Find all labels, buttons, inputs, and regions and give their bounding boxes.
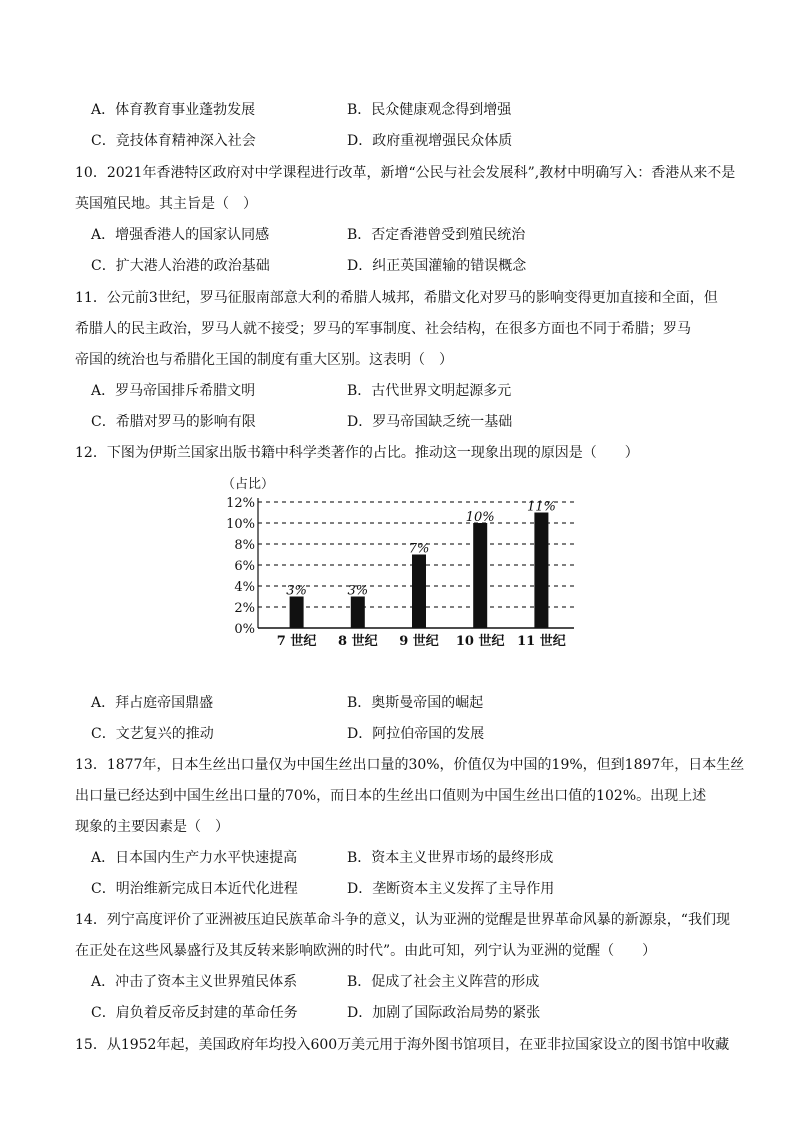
chart-data-label: 10% xyxy=(465,510,495,525)
chart-x-tick-label: 7 世纪 xyxy=(276,634,317,649)
q14-option-b[interactable]: B．促成了社会主义阵营的形成 xyxy=(347,974,540,990)
chart-y-tick-label: 2% xyxy=(234,601,255,616)
q13-stem-line1: 13．1877年，日本生丝出口量仅为中国生丝出口量的30%，价值仅为中国的19%，但到1897年，日本生丝 xyxy=(75,757,745,773)
q11-option-c[interactable]: C．希腊对罗马的影响有限 xyxy=(91,414,256,430)
chart-data-label: 11% xyxy=(526,499,556,515)
chart-y-tick-label: 8% xyxy=(234,538,255,553)
chart-bar xyxy=(412,555,426,629)
q9-option-a[interactable]: A．体育教育事业蓬勃发展 xyxy=(91,102,256,118)
q10-option-b[interactable]: B．否定香港曾受到殖民统治 xyxy=(347,227,526,243)
chart-data-label: 3% xyxy=(286,583,307,599)
q13-option-c[interactable]: C．明治维新完成日本近代化进程 xyxy=(91,881,298,897)
q12-option-c[interactable]: C．文艺复兴的推动 xyxy=(91,726,214,742)
q14-stem-line1: 14．列宁高度评价了亚洲被压迫民族革命斗争的意义，认为亚洲的觉醒是世界革命风暴的新源泉，“我们现 xyxy=(75,912,730,928)
chart-x-tick-label: 11 世纪 xyxy=(517,634,566,649)
q15-stem-line1: 15．从1952年起，美国政府年均投入600万美元用于海外图书馆项目，在亚非拉国家设立的图书馆中收藏 xyxy=(75,1037,730,1053)
q11-stem-line2: 希腊人的民主政治，罗马人就不接受；罗马的军事制度、社会结构，在很多方面也不同于希腊；罗马 xyxy=(75,321,691,337)
chart-y-tick-label: 6% xyxy=(234,559,255,574)
q11-option-b[interactable]: B．古代世界文明起源多元 xyxy=(347,383,512,399)
q12-option-a[interactable]: A．拜占庭帝国鼎盛 xyxy=(91,695,214,711)
chart-data-label: 3% xyxy=(347,583,369,599)
q12-option-d[interactable]: D．阿拉伯帝国的发展 xyxy=(347,726,485,742)
science-books-bar-chart xyxy=(214,472,584,650)
q11-stem-line1: 11．公元前3世纪，罗马征服南部意大利的希腊人城邦，希腊文化对罗马的影响变得更加直接和全面，但 xyxy=(75,290,718,306)
chart-bar xyxy=(473,523,487,628)
chart-x-tick-label: 9 世纪 xyxy=(399,634,439,649)
chart-x-tick-label: 8 世纪 xyxy=(338,634,378,649)
q10-option-d[interactable]: D．纠正英国灌输的错误概念 xyxy=(347,258,527,274)
chart-y-tick-label: 12% xyxy=(226,496,255,511)
q14-option-d[interactable]: D．加剧了国际政治局势的紧张 xyxy=(347,1005,541,1021)
chart-x-tick-label: 10 世纪 xyxy=(455,634,505,649)
q14-option-a[interactable]: A．冲击了资本主义世界殖民体系 xyxy=(91,974,298,990)
q11-stem-line3: 帝国的统治也与希腊化王国的制度有重大区别。这表明（ ） xyxy=(75,352,453,368)
chart-bar xyxy=(534,513,548,629)
q11-option-d[interactable]: D．罗马帝国缺乏统一基础 xyxy=(347,414,513,430)
q10-stem-line2: 英国殖民地。其主旨是（ ） xyxy=(75,196,257,212)
q12-stem-line1: 12．下图为伊斯兰国家出版书籍中科学类著作的占比。推动这一现象出现的原因是（ ） xyxy=(75,445,639,461)
q14-stem-line2: 在正处在这些风暴盛行及其反转来影响欧洲的时代”。由此可知，列宁认为亚洲的觉醒（ ） xyxy=(75,943,657,959)
q13-stem-line3: 现象的主要因素是（ ） xyxy=(75,819,229,835)
q10-option-c[interactable]: C．扩大港人治港的政治基础 xyxy=(91,258,270,274)
chart-ylabel: （占比） xyxy=(222,477,275,492)
q9-option-b[interactable]: B．民众健康观念得到增强 xyxy=(347,102,512,118)
chart-y-tick-label: 0% xyxy=(234,622,255,637)
chart-bar xyxy=(290,597,304,629)
chart-bar xyxy=(351,597,365,629)
q13-option-d[interactable]: D．垄断资本主义发挥了主导作用 xyxy=(347,881,555,897)
chart-y-tick-label: 10% xyxy=(226,517,255,532)
q13-stem-line2: 出口量已经达到中国生丝出口量的70%，而日本的生丝出口值则为中国生丝出口值的102%。出现上述 xyxy=(75,788,707,804)
q10-option-a[interactable]: A．增强香港人的国家认同感 xyxy=(91,227,270,243)
q12-option-b[interactable]: B．奥斯曼帝国的崛起 xyxy=(347,695,484,711)
q10-stem-line1: 10．2021年香港特区政府对中学课程进行改革，新增“公民与社会发展科”,教材中明确写入：香港从来不是 xyxy=(75,165,736,181)
chart-y-tick-label: 4% xyxy=(234,580,255,595)
chart-data-label: 7% xyxy=(408,541,430,557)
q9-option-d[interactable]: D．政府重视增强民众体质 xyxy=(347,133,513,149)
q14-option-c[interactable]: C．肩负着反帝反封建的革命任务 xyxy=(91,1005,298,1021)
q9-option-c[interactable]: C．竞技体育精神深入社会 xyxy=(91,133,256,149)
q13-option-a[interactable]: A．日本国内生产力水平快速提高 xyxy=(91,850,298,866)
q13-option-b[interactable]: B．资本主义世界市场的最终形成 xyxy=(347,850,554,866)
q11-option-a[interactable]: A．罗马帝国排斥希腊文明 xyxy=(91,383,256,399)
